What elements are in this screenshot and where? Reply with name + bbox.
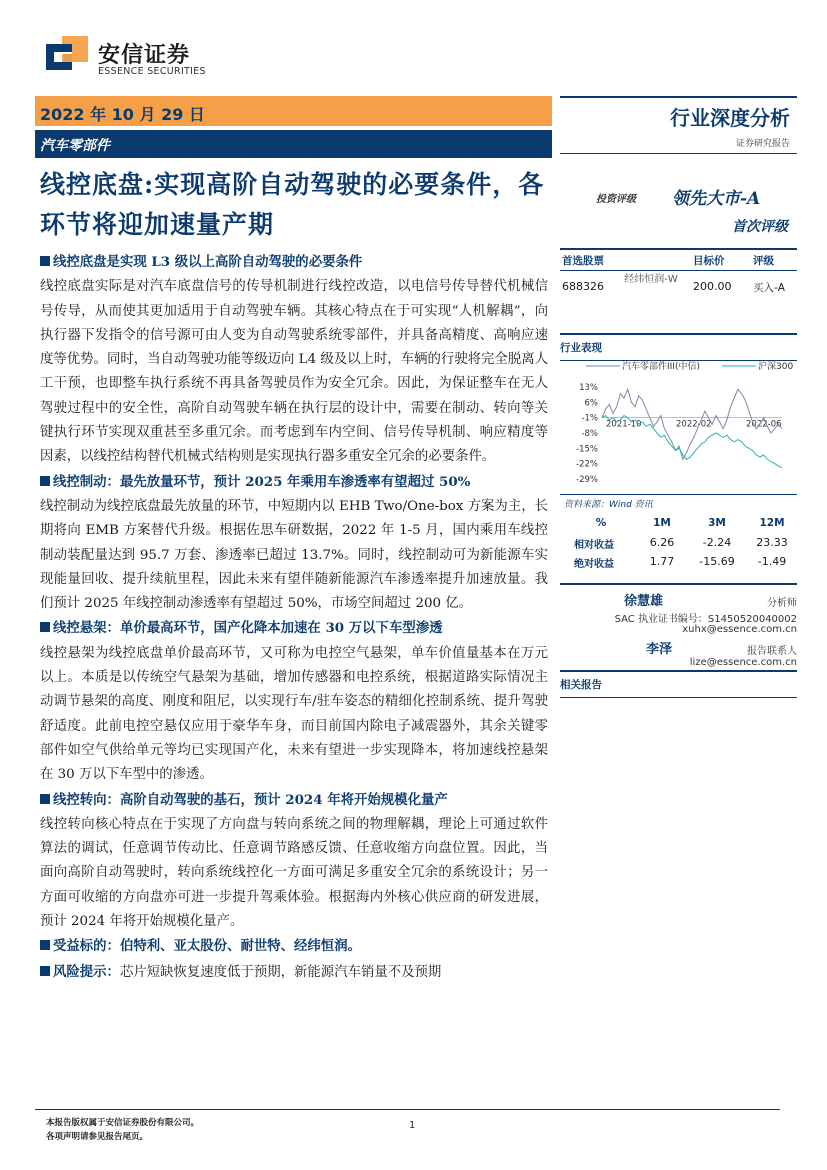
analyst-email: lize@essence.com.cn xyxy=(689,657,797,668)
page-title: 线控底盘:实现高阶自动驾驶的必要条件，各环节将迎加速量产期 xyxy=(40,170,545,239)
performance-title: 行业表现 xyxy=(560,342,602,354)
footer-line-2: 各项声明请参见报告尾页。 xyxy=(46,1132,149,1142)
col-header-stock: 首选股票 xyxy=(562,255,604,267)
section-text: 线控悬架为线控底盘单价最高环节，又可称为电控空气悬架，单车价值量基本在万元以上。本质是以传统空气悬架为基础，增加传感器和电控系统，根据道路实际情况主动调节悬架的高度、刚度和阻尼，以实现行车/驻车姿态的精细化控制系统、提升驾驶舒适度。此前电控空悬仅应用于豪华车身，而目前国内除电子减震器外，其余关键零部件如空气供给单元等均已实现国产化，未来有望进一步实现降本，将加速线控悬架在 30 万以下车型中的渗透。 xyxy=(40,645,548,783)
y-tick-label: -8% xyxy=(581,429,598,439)
col-header-target: 目标价 xyxy=(693,255,725,267)
legend-label-industry: 汽车零部件III(中信) xyxy=(622,362,700,372)
rating-label: 投资评级 xyxy=(596,194,636,205)
bullet-square-icon xyxy=(40,966,50,976)
essence-logo-icon xyxy=(46,36,88,78)
y-tick-label: -1% xyxy=(581,413,598,424)
perf-value: -2.24 xyxy=(702,536,732,549)
perf-row-relative xyxy=(560,534,797,553)
section-heading: 线控底盘是实现 L3 级以上高阶自动驾驶的必要条件 xyxy=(53,254,363,270)
y-axis-ticks xyxy=(576,383,598,485)
report-date: 2022 年 10 月 29 日 xyxy=(40,105,205,124)
bullet-square-icon xyxy=(40,476,50,486)
perf-value: 1.77 xyxy=(649,555,675,568)
performance-table xyxy=(560,515,797,572)
brand-logo xyxy=(46,36,216,82)
legend-label-hs300: 沪深300 xyxy=(758,362,794,372)
chart-source: 资料来源：Wind 资讯 xyxy=(564,500,653,510)
section-6 xyxy=(40,960,548,985)
bullet-square-icon xyxy=(40,794,50,804)
perf-value: -15.69 xyxy=(699,555,735,568)
chart-bottom-rule xyxy=(560,494,797,495)
legend xyxy=(586,360,793,372)
chart-source-block xyxy=(560,494,797,510)
col-header-rating: 评级 xyxy=(753,255,774,267)
analyst-name: 徐慧雄 xyxy=(624,594,664,609)
section-heading: 风险提示： xyxy=(53,963,120,980)
y-tick-label: 13% xyxy=(579,383,598,393)
sector-bar xyxy=(35,130,552,158)
report-body xyxy=(40,250,548,985)
bullet-square-icon xyxy=(40,940,50,950)
risk-text: 芯片短缺恢复速度低于预期，新能源汽车销量不及预期 xyxy=(119,964,442,980)
brand-name-cn: 安信证券 xyxy=(98,43,191,68)
section-heading: 线控制动：最先放量环节，预计 2025 年乘用车渗透率有望超过 50% xyxy=(53,473,471,490)
section-heading: 线控悬架：单价最高环节，国产化降本加速在 30 万以下车型渗透 xyxy=(53,620,443,637)
y-tick-label: -29% xyxy=(576,475,598,485)
table-row xyxy=(560,271,797,305)
related-section xyxy=(560,670,797,698)
analyst-cert: SAC 执业证书编号：S1450520040002 xyxy=(614,614,797,625)
section-text: 线控制动为线控底盘最先放量的环节，中短期内以 EHB Two/One-box 方案为主，长期将向 EMB 方案替代升级。根据佐思车研数据，2022 年 1-5 月，国内乘用车线控制动装配量达到 95.7 万套、渗透率已超过 13.7%。同时，线控制动可为新能源车实现能量回收、提升续航里程，因此未来有望伴随新能源汽车渗透率提升加速放量。我们预计 2025 年线控制动渗透率有望超过 50%，市场空间超过 200 亿。 xyxy=(40,498,548,612)
related-title: 相关报告 xyxy=(560,679,602,691)
footer-line-1: 本报告版权属于安信证券股份有限公司。 xyxy=(46,1118,200,1128)
y-tick-label: -15% xyxy=(576,444,598,455)
page-number: 1 xyxy=(409,1120,416,1131)
stock-target: 200.00 xyxy=(693,280,732,293)
analyst-role: 分析师 xyxy=(767,598,797,609)
x-tick-label: 2022-02 xyxy=(676,419,712,430)
section-4 xyxy=(40,788,548,935)
y-tick-label: -22% xyxy=(576,459,598,470)
section-2 xyxy=(40,470,548,617)
perf-col-1m: 1M xyxy=(653,517,671,529)
report-type: 行业深度分析 xyxy=(670,106,790,130)
stock-code: 688326 xyxy=(562,280,604,293)
footer-disclaimer xyxy=(46,1116,199,1144)
perf-value: -1.49 xyxy=(757,555,787,568)
rating-value: 领先大市-A xyxy=(672,189,761,209)
stock-rating: 买入-A xyxy=(753,282,785,294)
perf-value: 23.33 xyxy=(756,536,788,549)
performance-top-rule xyxy=(560,333,797,335)
analyst-role: 报告联系人 xyxy=(747,646,797,657)
analyst-top-rule xyxy=(560,583,797,585)
perf-row-label: 绝对收益 xyxy=(574,559,614,570)
perf-value: 6.26 xyxy=(649,536,675,549)
beneficiaries: 伯特利、亚太股份、耐世特、经纬恒润。 xyxy=(119,938,361,955)
rating-note: 首次评级 xyxy=(732,219,788,235)
related-top-rule xyxy=(560,670,797,672)
x-tick-label: 2021-10 xyxy=(606,419,642,430)
analyst-rule-block xyxy=(560,583,797,585)
perf-col-pct: % xyxy=(595,517,607,529)
perf-header-row xyxy=(560,515,797,534)
report-subtype: 证券研究报告 xyxy=(735,139,790,149)
x-tick-label: 2022-06 xyxy=(746,419,782,430)
section-text: 线控转向核心特点在于实现了方向盘与转向系统之间的物理解耦，理论上可通过软件算法的调试，任意调节传动比、任意调节路感反馈、任意收缩方向盘位置。因此，当面向高阶自动驾驶时，转向系统线控化一方面可满足多重安全冗余的系统设计；另一方面可收缩的方向盘亦可进一步提升驾乘体验。根据海内外核心供应商的研发进展，预计 2024 年将开始规模化量产。 xyxy=(40,816,548,930)
bullet-square-icon xyxy=(40,256,50,266)
stock-name: 经纬恒润-W xyxy=(624,274,678,285)
table-header-row xyxy=(560,250,797,270)
date-bar xyxy=(35,96,552,126)
section-5 xyxy=(40,934,548,959)
perf-row-label: 相对收益 xyxy=(574,540,614,551)
perf-col-3m: 3M xyxy=(708,517,726,529)
section-heading: 受益标的： xyxy=(53,938,120,955)
section-text: 线控底盘实际是对汽车底盘信号的传导机制进行线控改造，以电信号传导替代机械信号传导，从而使其更加适用于自动驾驶车辆。其核心特点在于可实现“人机解耦”，向执行器下发指令的信号源可由人变为自动驾驶系统零部件，并具备高精度、高响应速度等优势。同时，当自动驾驶功能等级迈向 L4 级及以上时，车辆的行驶将完全脱离人工干预，也即整车执行系统不再具备驾驶员作为安全冗余。因此，为保证整车在无人驾驶过程中的安全性，高阶自动驾驶车辆在执行层的设计中，需要在制动、转向等关键执行环节实现双重甚至多重冗余。而考虑到车内空间、信号传导机制、响应精度等因素，以线控结构替代机械式结构则是实现执行器多重安全冗余的必要条件。 xyxy=(40,279,548,465)
section-3 xyxy=(40,616,548,787)
performance-chart xyxy=(560,355,797,493)
right-top-rule xyxy=(560,96,797,98)
footer-rule xyxy=(35,1109,780,1110)
section-heading: 线控转向：高阶自动驾驶的基石，预计 2024 年将开始规模化量产 xyxy=(53,791,448,808)
analyst-name: 李泽 xyxy=(646,642,673,657)
brand-name-en: ESSENCE SECURITIES xyxy=(98,66,206,77)
bullet-square-icon xyxy=(40,622,50,632)
section-1 xyxy=(40,250,548,470)
y-tick-label: 6% xyxy=(584,398,598,409)
sector-name: 汽车零部件 xyxy=(40,138,110,154)
related-title-rule xyxy=(560,697,797,698)
perf-col-12m: 12M xyxy=(759,517,785,529)
analyst-email: xuhx@essence.com.cn xyxy=(682,624,797,635)
perf-row-absolute xyxy=(560,553,797,572)
stock-table xyxy=(560,248,797,305)
right-mid-rule xyxy=(560,153,797,154)
